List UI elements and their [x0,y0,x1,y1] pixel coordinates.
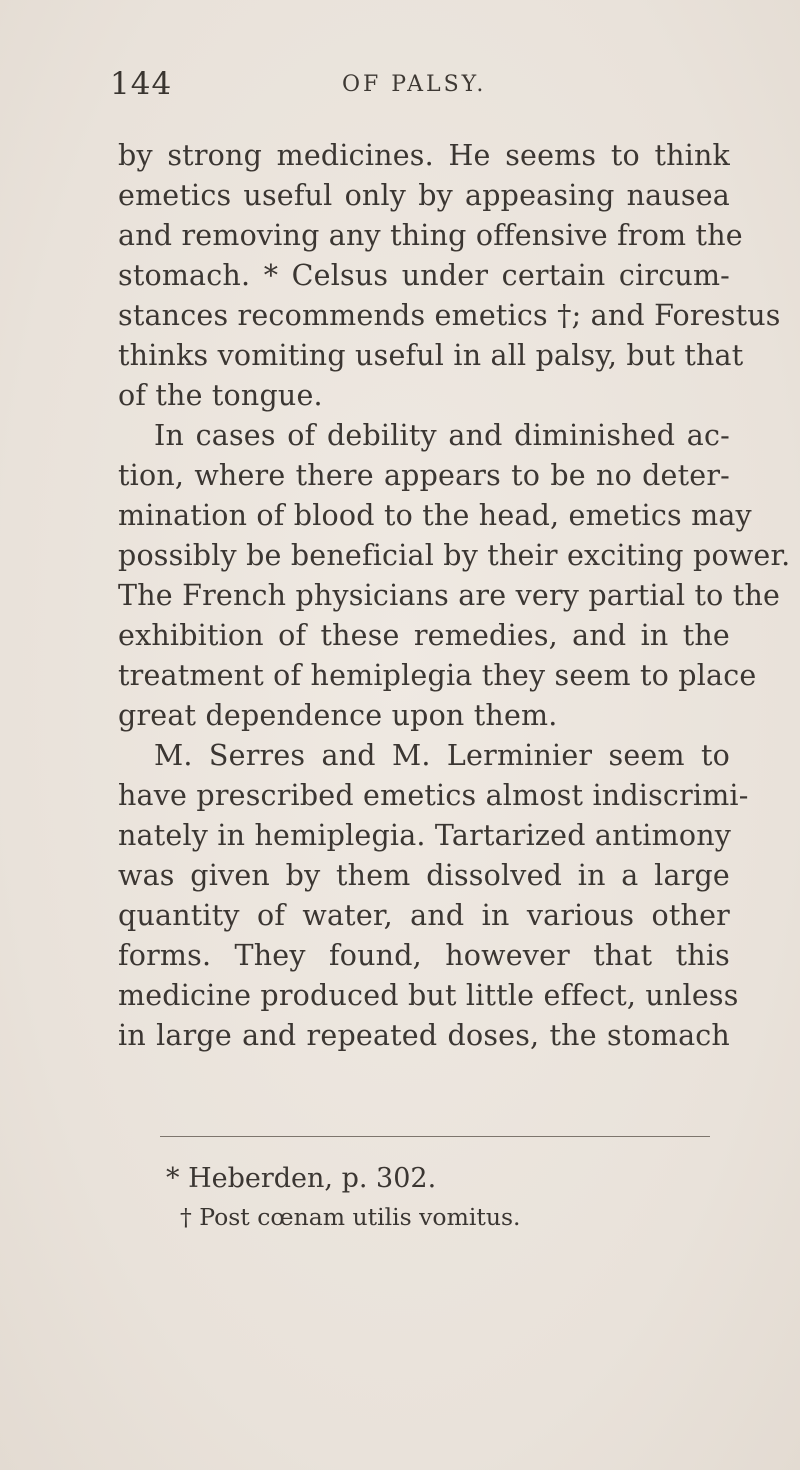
paragraph-start-line: In cases of debility and diminished ac- [154,419,730,452]
text-line: have prescribed emetics almost indiscrimi- [118,779,749,812]
text-line: and removing any thing offensive from the [118,219,743,252]
text-line: quantity of water, and in various other [118,899,730,932]
text-line: treatment of hemiplegia they seem to place [118,659,757,692]
footnote: * Heberden, p. 302. [166,1163,437,1194]
paragraph-start-line: M. Serres and M. Lerminier seem to [154,739,730,772]
text-line: nately in hemiplegia. Tartarized antimony [118,819,732,852]
text-line: tion, where there appears to be no deter- [118,459,730,492]
page-header [110,66,710,106]
text-line: forms. They found, however that this [118,939,730,972]
body-text [118,136,791,1056]
text-line: stomach. * Celsus under certain circum- [118,259,730,292]
text-line: possibly be beneficial by their exciting power. [118,539,791,572]
text-line: great dependence upon them. [118,699,558,732]
running-title: OF PALSY. [342,72,487,97]
footnote-divider [160,1136,710,1137]
footnotes [166,1160,726,1236]
text-line: by strong medicines. He seems to think [118,139,730,172]
text-line: thinks vomiting useful in all palsy, but that [118,339,744,372]
text-line: The French physicians are very partial to the [118,579,781,612]
text-line: stances recommends emetics †; and Forestus [118,299,781,332]
text-line: medicine produced but little effect, unless [118,979,739,1012]
text-line: in large and repeated doses, the stomach [118,1019,730,1052]
text-line: mination of blood to the head, emetics may [118,499,752,532]
text-line: emetics useful only by appeasing nausea [118,179,730,212]
text-line: of the tongue. [118,379,323,412]
text-line: was given by them dissolved in a large [118,859,730,892]
footnote: † Post cœnam utilis vomitus. [180,1203,521,1231]
text-line: exhibition of these remedies, and in the [118,619,730,652]
page-number: 144 [110,66,173,102]
